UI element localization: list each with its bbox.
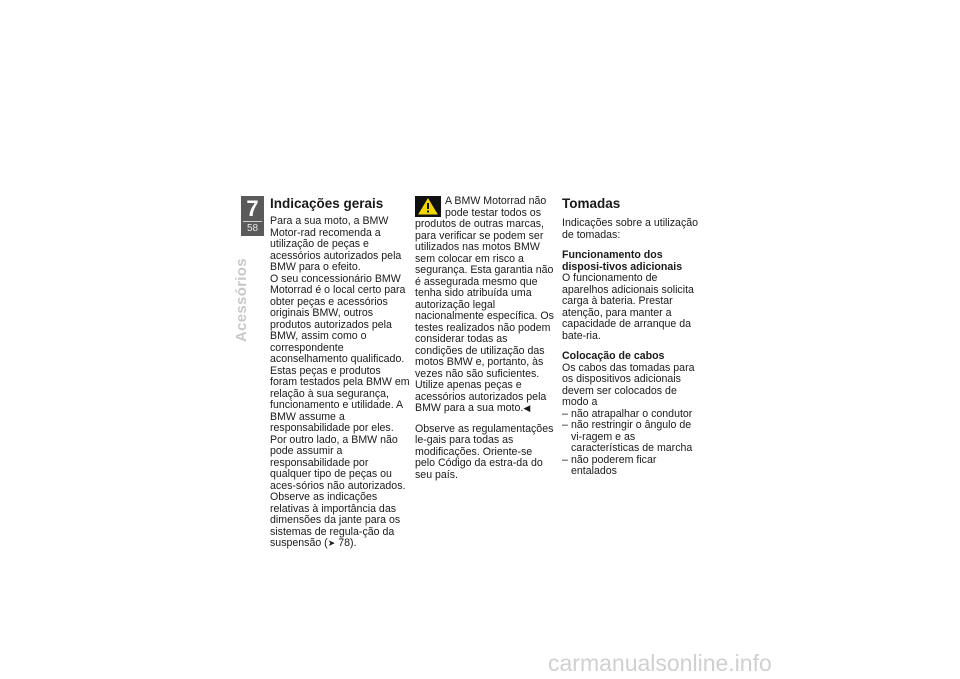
list-item: – não poderem ficar entalados	[562, 455, 702, 478]
paragraph-reference	[270, 492, 410, 550]
watermark: carmanualsonline.info	[548, 650, 772, 676]
page-reference-arrow-icon: ➤	[327, 538, 336, 548]
paragraph: Estas peças e produtos foram testados pela BMW em relação à sua segurança, funcionamento e utilidade. A BMW assume a responsabilidade por eles.	[270, 364, 410, 434]
reference-close: ).	[350, 537, 357, 549]
chapter-tab	[241, 196, 264, 236]
section-heading-sockets: Tomadas	[562, 196, 621, 211]
legal-note: Observe as regulamentações le-gais para todas as modificações. Oriente-se pelo Código da estra-da do seu país.	[415, 422, 554, 481]
warning-text-2-body: Utilize apenas peças e acessórios autorizados pela BMW para a sua moto.	[415, 379, 547, 414]
end-mark-icon: ◀	[523, 403, 531, 413]
chapter-side-label: Acessórios	[233, 258, 250, 342]
list-item: – não atrapalhar o condutor	[562, 409, 702, 421]
additional-devices-text: O funcionamento de aparelhos adicionais solicita carga à bateria. Prestar atenção, para manter a capacidade de arranque da bate-ria.	[562, 272, 694, 342]
list-item: – não restringir o ângulo de vi-ragem e as características de marcha	[562, 420, 702, 455]
section-heading-general: Indicações gerais	[270, 196, 384, 211]
column-general-info	[270, 196, 410, 550]
page-reference-link[interactable]: 78	[338, 537, 351, 549]
subheading-cable-routing: Colocação de cabos	[562, 350, 665, 362]
column-warning	[415, 196, 555, 481]
warning-triangle-icon	[415, 196, 441, 217]
column-sockets	[562, 196, 702, 478]
page-number: 58	[246, 223, 259, 234]
cable-routing-list	[562, 409, 702, 478]
warning-text-2	[415, 380, 555, 415]
cable-routing-text: Os cabos das tomadas para os dispositivos adicionais devem ser colocados de modo a	[562, 361, 695, 408]
paragraph: Por outro lado, a BMW não pode assumir a responsabilidade por qualquer tipo de peças ou aces-sórios não autorizados.	[270, 433, 406, 492]
paragraph: Para a sua moto, a BMW Motor-rad recomenda a utilização de peças e acessórios autorizados pela BMW para o efeito.	[270, 215, 402, 273]
paragraph: O seu concessionário BMW Motorrad é o local certo para obter peças e acessórios originais BMW, outros produtos autorizados pela BMW, assim como o correspondente aconselhamento qualificado.	[270, 272, 406, 365]
warning-text: A BMW Motorrad não pode testar todos os produtos de outras marcas, para verificar se podem ser utilizados nas motos BMW sem colocar em risco a segurança. Esta garantia não é assegurada mesmo que tenha sido atribuída uma autorização legal nacionalmente específica. Os testes realizados não podem considerar todas as condições de utilização das motos BMW e, portanto, às vezes não são suficientes.	[415, 195, 554, 380]
subheading-additional-devices: Funcionamento dos disposi-tivos adicionais	[562, 249, 683, 273]
reference-text: Observe as indicações relativas à importância das dimensões da jante para os sistemas de regula-ção da suspensão (	[270, 491, 401, 549]
chapter-number: 7	[246, 196, 259, 221]
sockets-intro: Indicações sobre a utilização de tomadas:	[562, 217, 699, 241]
